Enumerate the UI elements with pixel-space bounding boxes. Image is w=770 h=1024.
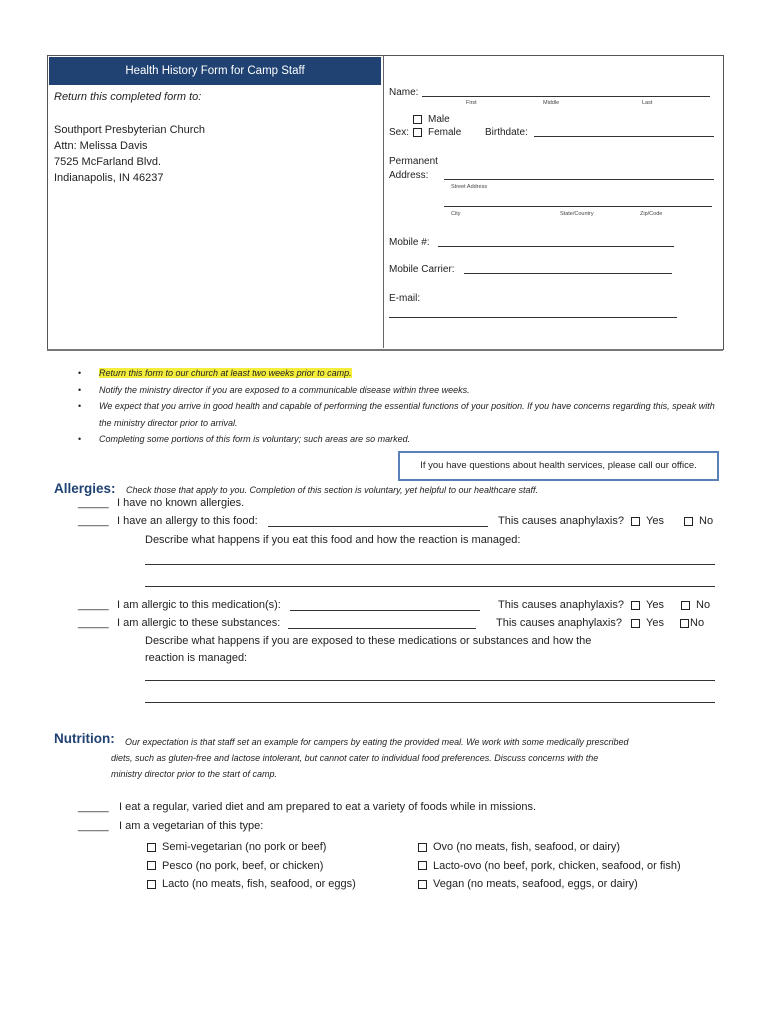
address-label-2: Address:: [389, 170, 429, 181]
food-describe-line-1[interactable]: [145, 564, 715, 565]
checkbox[interactable]: [684, 517, 693, 526]
street-address-field[interactable]: [444, 179, 714, 180]
option-label: Vegan (no meats, seafood, eggs, or dairy): [433, 878, 638, 890]
nutrition-note-2: diets, such as gluten-free and lactose intolerant, but cannot cater to individual food preferences. Discuss concerns with the: [111, 753, 599, 763]
checkbox[interactable]: [147, 861, 156, 870]
form-title: Health History Form for Camp Staff: [49, 57, 381, 85]
ovo-option[interactable]: [418, 838, 681, 857]
checkbox[interactable]: [631, 619, 640, 628]
female-label: Female: [428, 127, 462, 138]
instruction-item: [78, 365, 718, 382]
mobile-label: Mobile #:: [389, 237, 430, 248]
address-line: Southport Presbyterian Church: [54, 124, 206, 136]
address-line: 7525 McFarland Blvd.: [54, 156, 161, 168]
option-label: Lacto (no meats, fish, seafood, or eggs): [162, 878, 356, 890]
instruction-item: • Completing some portions of this form is voluntary; such areas are so marked.: [78, 431, 718, 448]
blank-substances[interactable]: _____: [78, 617, 109, 629]
header-divider: [383, 55, 384, 348]
substances-describe-line-1[interactable]: [145, 680, 715, 681]
medication-allergy-field[interactable]: [290, 610, 480, 611]
name-field[interactable]: [422, 96, 710, 97]
allergies-header: [54, 480, 734, 498]
nutrition-note-1: Our expectation is that staff set an example for campers by eating the provided meal. We work with some medically prescribed: [125, 737, 629, 747]
instruction-highlight: Return this form to our church at least two weeks prior to camp.: [99, 368, 352, 378]
birthdate-field[interactable]: [534, 136, 714, 137]
email-field[interactable]: [389, 317, 677, 318]
food-allergy-label: I have an allergy to this food:: [117, 515, 258, 527]
yes-label: Yes: [646, 599, 664, 611]
vegetarian-types-right: [418, 838, 681, 894]
semi-vegetarian-option[interactable]: [147, 838, 356, 857]
no-label: No: [690, 617, 705, 629]
female-checkbox[interactable]: [413, 128, 422, 137]
allergies-note: Check those that apply to you. Completion of this section is voluntary, yet helpful to our healthcare staff.: [125, 485, 539, 495]
carrier-label: Mobile Carrier:: [389, 264, 455, 275]
medication-allergy-label: I am allergic to this medication(s):: [117, 599, 281, 611]
blank-food[interactable]: _____: [78, 515, 109, 527]
food-anaphylaxis-label: This causes anaphylaxis?: [498, 515, 624, 527]
no-label: No: [699, 515, 714, 527]
vegetarian-types-left: [147, 838, 356, 894]
female-option[interactable]: [413, 127, 461, 138]
substances-describe-label-1: Describe what happens if you are exposed to these medications or substances and how the: [145, 635, 592, 647]
blank-vegetarian[interactable]: _____: [78, 820, 109, 832]
mobile-field[interactable]: [438, 246, 674, 247]
substances-anaphylaxis-label: This causes anaphylaxis?: [496, 617, 622, 629]
substances-anaphylaxis-no[interactable]: [680, 617, 704, 629]
male-label: Male: [428, 114, 450, 125]
option-label: Pesco (no pork, beef, or chicken): [162, 859, 324, 872]
instructions-list: [78, 365, 718, 448]
city-state-zip-field[interactable]: [444, 206, 712, 207]
checkbox[interactable]: [681, 601, 690, 610]
address-line: Attn: Melissa Davis: [54, 140, 148, 152]
name-middle-sub: Middle: [543, 100, 560, 106]
return-label: Return this completed form to:: [54, 91, 202, 103]
carrier-field[interactable]: [464, 273, 672, 274]
substances-describe-line-2[interactable]: [145, 702, 715, 703]
medication-anaphylaxis-no[interactable]: [681, 599, 710, 611]
header-bottom-rule: [47, 349, 723, 351]
option-label: Semi-vegetarian (no pork or beef): [162, 841, 327, 853]
male-checkbox[interactable]: [413, 115, 422, 124]
vegetarian-label: I am a vegetarian of this type:: [119, 820, 264, 832]
checkbox[interactable]: [418, 843, 427, 852]
medication-anaphylaxis-yes[interactable]: [631, 599, 664, 611]
medication-anaphylaxis-label: This causes anaphylaxis?: [498, 599, 624, 611]
option-label: Ovo (no meats, fish, seafood, or dairy): [433, 841, 621, 853]
vegan-option[interactable]: [418, 875, 681, 894]
checkbox[interactable]: [147, 880, 156, 889]
email-label: E-mail:: [389, 293, 421, 304]
name-first-sub: First: [466, 100, 477, 106]
no-label: No: [696, 599, 711, 611]
checkbox[interactable]: [147, 843, 156, 852]
regular-diet-label: I eat a regular, varied diet and am prepared to eat a variety of foods while in missions.: [119, 801, 537, 813]
address-line: Indianapolis, IN 46237: [54, 172, 164, 184]
yes-label: Yes: [646, 617, 664, 629]
blank-no-known[interactable]: _____: [78, 497, 109, 509]
blank-regular-diet[interactable]: _____: [78, 801, 109, 813]
state-sub: State/Country: [560, 211, 594, 217]
street-address-sub: Street Address: [451, 184, 488, 190]
address-label-1: Permanent: [389, 156, 438, 167]
substances-allergy-label: I am allergic to these substances:: [117, 617, 281, 629]
food-allergy-field[interactable]: [268, 526, 488, 527]
checkbox[interactable]: [418, 880, 427, 889]
yes-label: Yes: [646, 515, 664, 527]
city-sub: City: [451, 211, 461, 217]
return-address: [54, 122, 205, 186]
checkbox[interactable]: [631, 601, 640, 610]
male-option[interactable]: [413, 114, 450, 125]
option-label: Lacto-ovo (no beef, pork, chicken, seafood, or fish): [433, 859, 681, 872]
substances-describe-label-2: reaction is managed:: [145, 652, 248, 664]
instruction-item: • We expect that you arrive in good health and capable of performing the essential functions of your position. If you have concerns regarding this, speak with the ministry director prior to arrival.: [78, 398, 718, 431]
health-services-notice: If you have questions about health services, please call our office.: [398, 451, 719, 481]
nutrition-note-3: ministry director prior to the start of camp.: [111, 769, 278, 779]
birthdate-label: Birthdate:: [485, 127, 528, 138]
food-describe-line-2[interactable]: [145, 586, 715, 587]
nutrition-title: Nutrition:: [54, 731, 115, 746]
checkbox[interactable]: [680, 619, 689, 628]
food-anaphylaxis-no[interactable]: [684, 515, 713, 527]
checkbox[interactable]: [418, 861, 427, 870]
lacto-ovo-option[interactable]: [418, 857, 681, 876]
lacto-option[interactable]: [147, 875, 356, 894]
zip-sub: Zip/Code: [640, 211, 663, 217]
substances-allergy-field[interactable]: [288, 628, 476, 629]
no-known-allergies-label: I have no known allergies.: [117, 497, 245, 509]
allergies-title: Allergies:: [54, 481, 116, 496]
instruction-item: • Notify the ministry director if you are exposed to a communicable disease within three weeks.: [78, 382, 718, 399]
pesco-option[interactable]: [147, 857, 356, 876]
name-last-sub: Last: [642, 100, 653, 106]
checkbox[interactable]: [631, 517, 640, 526]
name-label: Name:: [389, 87, 419, 98]
food-anaphylaxis-yes[interactable]: [631, 515, 664, 527]
blank-medication[interactable]: _____: [78, 599, 109, 611]
food-describe-label: Describe what happens if you eat this food and how the reaction is managed:: [145, 534, 521, 546]
sex-label: Sex:: [389, 127, 410, 138]
substances-anaphylaxis-yes[interactable]: [631, 617, 664, 629]
